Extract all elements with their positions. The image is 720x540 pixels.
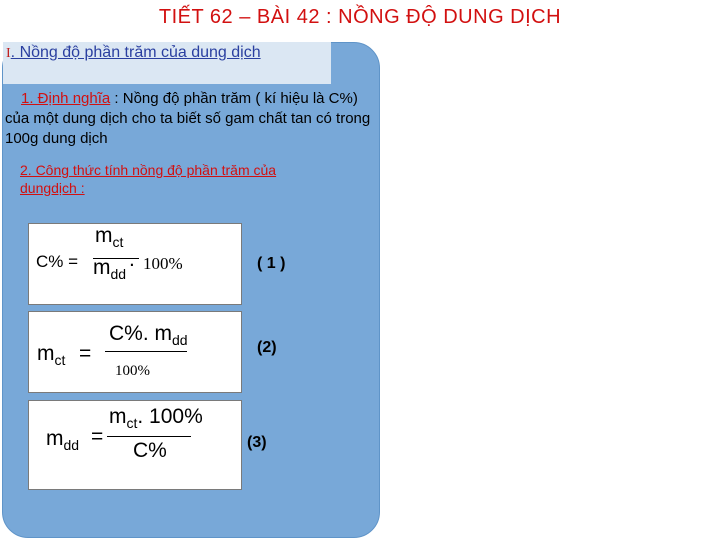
f3-fraction-bar xyxy=(107,436,191,437)
definition-text: : Nồng độ phần trăm ( kí hiệu là C%) của một dung dịch cho ta biết số gam chất tan có trong 100g dung dịch xyxy=(5,90,371,147)
f1-num-m: m xyxy=(95,224,113,247)
formula-box-2 xyxy=(28,311,242,393)
f1-num-sub: ct xyxy=(112,234,124,251)
f3-lhs-sub: dd xyxy=(63,437,80,454)
f2-numerator xyxy=(109,322,188,348)
definition-label: 1. Định nghĩa xyxy=(21,90,111,107)
f3-denominator: C% xyxy=(133,439,167,462)
f1-lhs: C% = xyxy=(36,252,79,271)
definition-paragraph xyxy=(5,89,377,149)
equation-number-1: ( 1 ) xyxy=(257,255,286,272)
equation-number-3: (3) xyxy=(247,434,267,451)
f2-lhs-m: m xyxy=(37,342,55,365)
f1-den-m: m xyxy=(93,256,111,279)
f1-numerator xyxy=(95,224,123,250)
f2-fraction-bar xyxy=(105,351,187,352)
f3-equals: = xyxy=(91,425,104,448)
formula-section-title: 2. Công thức tính nồng độ phần trăm của dungdịch : xyxy=(20,162,277,196)
f2-equals: = xyxy=(79,342,92,365)
f2-lhs-sub: ct xyxy=(54,352,66,369)
f3-lhs-m: m xyxy=(46,427,64,450)
formula-box-3 xyxy=(28,400,242,490)
f1-dot: . xyxy=(129,248,135,271)
f3-num-m: m xyxy=(109,405,127,428)
section-number: I xyxy=(6,46,11,61)
f1-factor: 100% xyxy=(143,254,183,273)
section-heading xyxy=(6,44,261,62)
f1-denominator xyxy=(93,256,126,282)
f2-denominator: 100% xyxy=(115,363,150,379)
f3-lhs xyxy=(46,427,79,453)
f3-num-rest: . 100% xyxy=(137,405,203,428)
equation-number-2: (2) xyxy=(257,339,277,356)
slide-title: TIẾT 62 – BÀI 42 : NỒNG ĐỘ DUNG DỊCH xyxy=(158,6,562,28)
f2-num-text: C%. m xyxy=(109,322,172,345)
f3-num-sub: ct xyxy=(126,415,138,432)
f1-den-sub: dd xyxy=(110,266,127,283)
f3-numerator xyxy=(109,405,203,431)
f2-lhs xyxy=(37,342,65,368)
section-heading-text: . Nồng độ phần trăm của dung dịch xyxy=(10,44,261,61)
f2-num-sub: dd xyxy=(172,332,188,349)
formula-box-1 xyxy=(28,223,242,305)
